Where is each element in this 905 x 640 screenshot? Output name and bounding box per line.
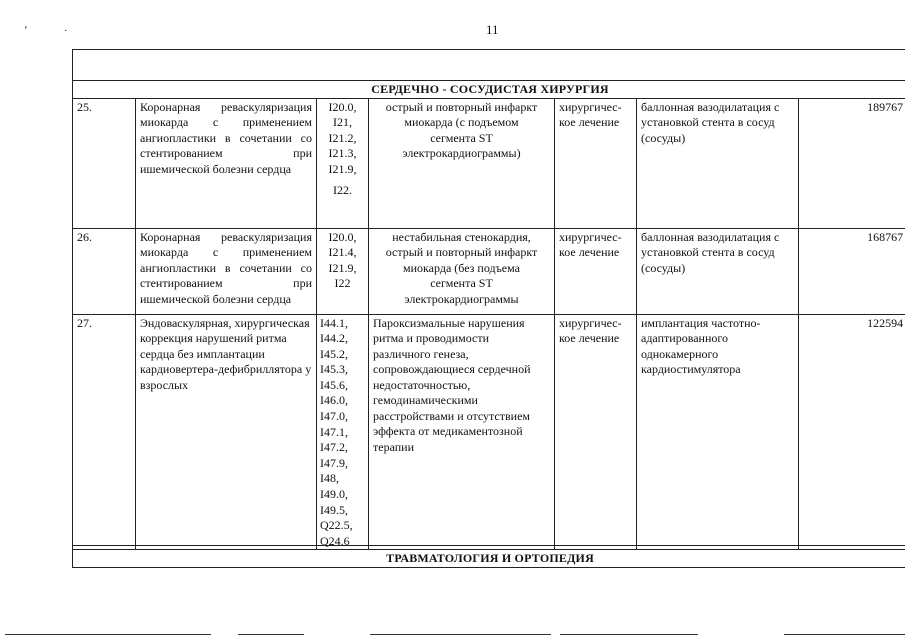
text-line: миокарда (без подъема	[403, 260, 520, 275]
price: 168767	[799, 228, 905, 314]
treatment-type	[555, 314, 637, 550]
text-line: кардиовертера-дефибриллятора у	[140, 362, 312, 376]
service-name	[136, 98, 317, 228]
price: 189767	[799, 98, 905, 228]
icd-code: Q24.6	[320, 533, 350, 548]
text-line: сегмента ST	[430, 130, 493, 145]
text-line: Эндоваскулярная, хирургическая	[140, 315, 310, 330]
text-line: недостаточностью,	[373, 377, 471, 392]
text-line: ангиопластики в сочетании со	[140, 260, 312, 275]
icd-code: I22	[334, 276, 351, 291]
treatment-type	[555, 98, 637, 228]
price: 122594	[799, 314, 905, 550]
text-line: ишемической болезни сердца	[140, 161, 292, 176]
text-line: эффекта от медикаментозной	[373, 424, 523, 438]
icd-code: I48,	[320, 471, 339, 486]
text-line: (сосуды)	[641, 130, 686, 145]
icd-codes	[317, 98, 369, 228]
text-line: расстройствами и отсутствием	[373, 408, 531, 423]
scan-footer-line	[560, 634, 698, 635]
text-line: различного генеза,	[373, 346, 469, 361]
treatment-method	[637, 98, 799, 228]
section-header-row	[73, 81, 905, 99]
icd-code: I47.9,	[320, 455, 348, 470]
table-row	[73, 314, 905, 550]
text-line: миокарда с применением	[140, 115, 312, 129]
text-line: сердца без имплантации	[140, 346, 265, 361]
text-line: имплантация частотно-	[641, 315, 761, 330]
icd-code: I21,	[333, 115, 352, 130]
icd-code: Q22.5,	[320, 518, 353, 533]
text-line: кое лечение	[559, 331, 620, 345]
icd-code: I21.9,	[328, 260, 357, 275]
treatment-type	[555, 228, 637, 314]
text-line: электрокардиограммы	[404, 291, 519, 306]
icd-code: I44.2,	[320, 331, 348, 346]
text-line: коррекция нарушений ритма	[140, 331, 287, 345]
text-line: ангиопластики в сочетании со	[140, 130, 312, 145]
scan-speck: ʻ	[24, 24, 28, 36]
icd-code: I47.0,	[320, 409, 348, 424]
icd-code: I21.9,	[328, 161, 357, 176]
icd-code: I46.0,	[320, 393, 348, 408]
table-row	[73, 228, 905, 314]
row-number: 27.	[73, 314, 136, 550]
text-line: ишемической болезни сердца	[140, 291, 292, 306]
icd-code: I21.4,	[328, 245, 357, 260]
scan-speck: ·	[64, 25, 68, 37]
text-line: гемодинамическими	[373, 393, 478, 407]
text-line: кое лечение	[559, 245, 620, 259]
text-line: однокамерного	[641, 346, 719, 361]
text-line: кардиостимулятора	[641, 362, 741, 376]
text-line: Коронарная реваскуляризация	[140, 99, 312, 114]
text-line: Пароксизмальные нарушения	[373, 315, 525, 330]
icd-code: I49.5,	[320, 502, 348, 517]
icd-code: I49.0,	[320, 487, 348, 502]
text-line: ритма и проводимости	[373, 331, 489, 345]
scan-footer-line	[784, 634, 905, 635]
text-line: адаптированного	[641, 331, 728, 345]
service-name	[136, 228, 317, 314]
text-line: терапии	[373, 439, 415, 454]
icd-codes	[317, 228, 369, 314]
page-number: 11	[486, 22, 499, 37]
text-line: баллонная вазодилатация с	[641, 229, 780, 244]
scan-footer-line	[238, 634, 304, 635]
text-line: острый и повторный инфаркт	[385, 99, 538, 114]
icd-code: I20.0,	[328, 229, 357, 244]
icd-code: I22.	[333, 183, 352, 198]
table-row	[73, 98, 905, 228]
text-line: установкой стента в сосуд	[641, 115, 775, 129]
text-line: сопровождающиеся сердечной	[373, 362, 531, 376]
text-line: нестабильная стенокардия,	[392, 229, 531, 244]
text-line: электрокардиограммы)	[402, 146, 521, 160]
section-title-trauma: ТРАВМАТОЛОГИЯ И ОРТОПЕДИЯ	[73, 550, 905, 568]
text-line: миокарда с применением	[140, 245, 312, 259]
icd-codes	[317, 314, 369, 550]
section-title-cardio: СЕРДЕЧНО - СОСУДИСТАЯ ХИРУРГИЯ	[73, 81, 905, 99]
icd-code: I20.0,	[328, 99, 357, 114]
text-line: хирургичес-	[559, 229, 622, 244]
text-line: кое лечение	[559, 115, 620, 129]
text-line: хирургичес-	[559, 315, 622, 330]
icd-code: I47.2,	[320, 440, 348, 455]
icd-code: I44.1,	[320, 315, 348, 330]
icd-code: I45.3,	[320, 362, 348, 377]
icd-code: I45.6,	[320, 377, 348, 392]
icd-code: I47.1,	[320, 424, 348, 439]
icd-code: I21.2,	[328, 130, 357, 145]
icd-code: I45.2,	[320, 346, 348, 361]
scan-footer-line	[5, 634, 211, 635]
section-header-row	[73, 550, 905, 568]
text-line: миокарда (с подъемом	[404, 115, 519, 129]
patient-model	[369, 314, 555, 550]
row-number: 26.	[73, 228, 136, 314]
text-line: сегмента ST	[430, 276, 493, 290]
scan-footer-line	[370, 634, 551, 635]
treatment-method	[637, 228, 799, 314]
patient-model	[369, 228, 555, 314]
text-line: хирургичес-	[559, 99, 622, 114]
text-line: острый и повторный инфаркт	[385, 245, 538, 259]
text-line: установкой стента в сосуд	[641, 245, 775, 259]
text-line: взрослых	[140, 377, 189, 392]
text-line: баллонная вазодилатация с	[641, 99, 780, 114]
service-name	[136, 314, 317, 550]
patient-model	[369, 98, 555, 228]
text-line: стентированием при	[140, 276, 312, 290]
text-line: (сосуды)	[641, 260, 686, 275]
text-line: стентированием при	[140, 146, 312, 160]
icd-code: I21.3,	[328, 146, 357, 161]
treatment-method	[637, 314, 799, 550]
row-number: 25.	[73, 98, 136, 228]
services-table	[72, 80, 905, 568]
text-line: Коронарная реваскуляризация	[140, 229, 312, 244]
